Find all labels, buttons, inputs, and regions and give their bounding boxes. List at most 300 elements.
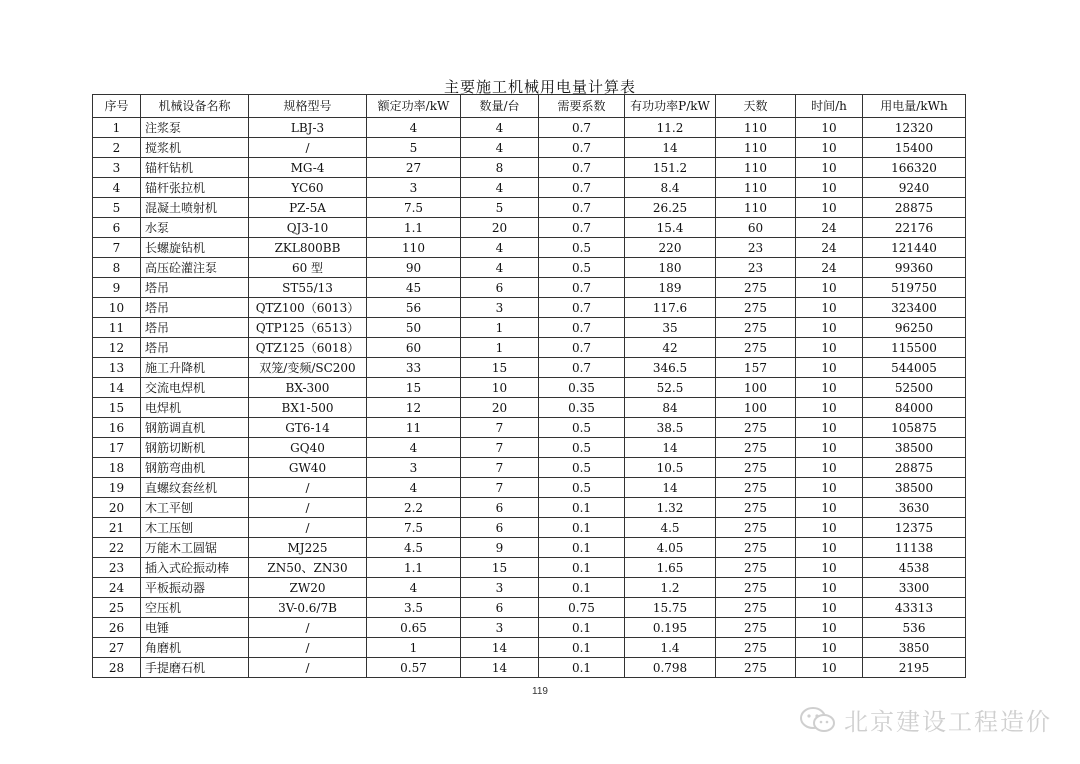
cell-col-days: 275 — [716, 658, 796, 678]
cell-col-days: 110 — [716, 138, 796, 158]
cell-col-machine-name: 木工压刨 — [141, 518, 249, 538]
cell-col-rated-power: 5 — [367, 138, 461, 158]
cell-col-rated-power: 56 — [367, 298, 461, 318]
table-row — [93, 598, 966, 618]
cell-col-active-power: 1.2 — [625, 578, 716, 598]
header-col-model: 规格型号 — [249, 95, 367, 118]
cell-col-machine-name: 交流电焊机 — [141, 378, 249, 398]
table-row — [93, 498, 966, 518]
cell-col-model: QJ3-10 — [249, 218, 367, 238]
cell-col-days: 275 — [716, 438, 796, 458]
cell-col-rated-power: 1.1 — [367, 558, 461, 578]
cell-col-hours: 10 — [796, 318, 863, 338]
cell-col-quantity: 6 — [461, 518, 539, 538]
cell-col-rated-power: 12 — [367, 398, 461, 418]
table-row — [93, 138, 966, 158]
cell-col-quantity: 20 — [461, 398, 539, 418]
cell-col-consumption: 519750 — [863, 278, 966, 298]
cell-col-hours: 10 — [796, 538, 863, 558]
cell-col-machine-name: 钢筋切断机 — [141, 438, 249, 458]
cell-col-quantity: 4 — [461, 238, 539, 258]
cell-col-hours: 10 — [796, 598, 863, 618]
cell-col-demand-factor: 0.1 — [539, 618, 625, 638]
cell-col-hours: 10 — [796, 298, 863, 318]
cell-col-days: 275 — [716, 618, 796, 638]
cell-col-model: / — [249, 138, 367, 158]
cell-col-demand-factor: 0.1 — [539, 498, 625, 518]
cell-col-machine-name: 锚杆张拉机 — [141, 178, 249, 198]
cell-col-rated-power: 3 — [367, 458, 461, 478]
cell-col-model: MG-4 — [249, 158, 367, 178]
table-row — [93, 278, 966, 298]
cell-col-active-power: 8.4 — [625, 178, 716, 198]
cell-col-model: / — [249, 478, 367, 498]
cell-col-demand-factor: 0.7 — [539, 338, 625, 358]
cell-col-quantity: 7 — [461, 418, 539, 438]
cell-col-model: ZW20 — [249, 578, 367, 598]
cell-col-index: 9 — [93, 278, 141, 298]
table-row — [93, 578, 966, 598]
cell-col-active-power: 1.32 — [625, 498, 716, 518]
cell-col-consumption: 52500 — [863, 378, 966, 398]
cell-col-days: 275 — [716, 278, 796, 298]
cell-col-active-power: 84 — [625, 398, 716, 418]
cell-col-model: QTZ100（6013） — [249, 298, 367, 318]
cell-col-hours: 10 — [796, 618, 863, 638]
cell-col-days: 23 — [716, 238, 796, 258]
cell-col-active-power: 4.5 — [625, 518, 716, 538]
cell-col-quantity: 10 — [461, 378, 539, 398]
table-row — [93, 438, 966, 458]
cell-col-consumption: 96250 — [863, 318, 966, 338]
cell-col-active-power: 35 — [625, 318, 716, 338]
cell-col-rated-power: 1.1 — [367, 218, 461, 238]
cell-col-hours: 10 — [796, 278, 863, 298]
cell-col-machine-name: 万能木工圆锯 — [141, 538, 249, 558]
cell-col-active-power: 26.25 — [625, 198, 716, 218]
table-row — [93, 398, 966, 418]
cell-col-days: 275 — [716, 418, 796, 438]
cell-col-hours: 24 — [796, 258, 863, 278]
cell-col-demand-factor: 0.1 — [539, 518, 625, 538]
cell-col-demand-factor: 0.1 — [539, 638, 625, 658]
cell-col-consumption: 38500 — [863, 478, 966, 498]
cell-col-rated-power: 4 — [367, 438, 461, 458]
cell-col-days: 275 — [716, 338, 796, 358]
cell-col-rated-power: 60 — [367, 338, 461, 358]
cell-col-consumption: 84000 — [863, 398, 966, 418]
cell-col-index: 13 — [93, 358, 141, 378]
cell-col-rated-power: 90 — [367, 258, 461, 278]
cell-col-model: 60 型 — [249, 258, 367, 278]
cell-col-demand-factor: 0.7 — [539, 218, 625, 238]
cell-col-demand-factor: 0.1 — [539, 658, 625, 678]
cell-col-consumption: 115500 — [863, 338, 966, 358]
cell-col-quantity: 4 — [461, 118, 539, 138]
cell-col-machine-name: 施工升降机 — [141, 358, 249, 378]
cell-col-demand-factor: 0.7 — [539, 138, 625, 158]
cell-col-active-power: 1.65 — [625, 558, 716, 578]
cell-col-index: 24 — [93, 578, 141, 598]
cell-col-hours: 10 — [796, 358, 863, 378]
cell-col-consumption: 3300 — [863, 578, 966, 598]
cell-col-hours: 10 — [796, 418, 863, 438]
cell-col-quantity: 15 — [461, 558, 539, 578]
cell-col-demand-factor: 0.7 — [539, 298, 625, 318]
cell-col-quantity: 7 — [461, 438, 539, 458]
table-row — [93, 118, 966, 138]
cell-col-machine-name: 手提磨石机 — [141, 658, 249, 678]
cell-col-days: 275 — [716, 518, 796, 538]
cell-col-consumption: 323400 — [863, 298, 966, 318]
cell-col-rated-power: 2.2 — [367, 498, 461, 518]
cell-col-active-power: 14 — [625, 438, 716, 458]
cell-col-index: 25 — [93, 598, 141, 618]
cell-col-demand-factor: 0.5 — [539, 458, 625, 478]
cell-col-days: 275 — [716, 458, 796, 478]
cell-col-quantity: 14 — [461, 658, 539, 678]
cell-col-active-power: 0.798 — [625, 658, 716, 678]
cell-col-demand-factor: 0.5 — [539, 478, 625, 498]
cell-col-index: 27 — [93, 638, 141, 658]
cell-col-days: 275 — [716, 598, 796, 618]
cell-col-quantity: 6 — [461, 498, 539, 518]
cell-col-index: 21 — [93, 518, 141, 538]
cell-col-active-power: 15.75 — [625, 598, 716, 618]
cell-col-demand-factor: 0.35 — [539, 398, 625, 418]
cell-col-machine-name: 锚杆钻机 — [141, 158, 249, 178]
table-row — [93, 618, 966, 638]
header-col-index: 序号 — [93, 95, 141, 118]
cell-col-hours: 10 — [796, 338, 863, 358]
table-row — [93, 198, 966, 218]
cell-col-machine-name: 平板振动器 — [141, 578, 249, 598]
table-body — [93, 118, 966, 678]
header-col-days: 天数 — [716, 95, 796, 118]
table-row — [93, 218, 966, 238]
cell-col-days: 100 — [716, 378, 796, 398]
cell-col-machine-name: 注浆泵 — [141, 118, 249, 138]
cell-col-consumption: 2195 — [863, 658, 966, 678]
cell-col-quantity: 6 — [461, 278, 539, 298]
header-col-demand-factor: 需要系数 — [539, 95, 625, 118]
cell-col-consumption: 38500 — [863, 438, 966, 458]
cell-col-hours: 10 — [796, 498, 863, 518]
power-consumption-table — [92, 94, 966, 678]
table-row — [93, 338, 966, 358]
cell-col-hours: 10 — [796, 378, 863, 398]
cell-col-active-power: 15.4 — [625, 218, 716, 238]
cell-col-model: / — [249, 618, 367, 638]
header-col-consumption: 用电量/kWh — [863, 95, 966, 118]
cell-col-active-power: 4.05 — [625, 538, 716, 558]
cell-col-days: 275 — [716, 638, 796, 658]
cell-col-machine-name: 长螺旋钻机 — [141, 238, 249, 258]
table-row — [93, 158, 966, 178]
cell-col-index: 28 — [93, 658, 141, 678]
cell-col-model: GT6-14 — [249, 418, 367, 438]
cell-col-hours: 10 — [796, 478, 863, 498]
cell-col-rated-power: 4 — [367, 478, 461, 498]
table-row — [93, 358, 966, 378]
table-row — [93, 638, 966, 658]
cell-col-rated-power: 7.5 — [367, 198, 461, 218]
cell-col-model: / — [249, 518, 367, 538]
cell-col-quantity: 1 — [461, 338, 539, 358]
cell-col-machine-name: 插入式砼振动棒 — [141, 558, 249, 578]
cell-col-days: 275 — [716, 578, 796, 598]
cell-col-consumption: 536 — [863, 618, 966, 638]
cell-col-model: / — [249, 498, 367, 518]
header-col-active-power: 有功功率P/kW — [625, 95, 716, 118]
cell-col-hours: 10 — [796, 558, 863, 578]
table-row — [93, 418, 966, 438]
cell-col-days: 275 — [716, 478, 796, 498]
cell-col-index: 19 — [93, 478, 141, 498]
cell-col-consumption: 11138 — [863, 538, 966, 558]
cell-col-rated-power: 0.65 — [367, 618, 461, 638]
cell-col-active-power: 14 — [625, 478, 716, 498]
cell-col-model: LBJ-3 — [249, 118, 367, 138]
cell-col-active-power: 38.5 — [625, 418, 716, 438]
table-row — [93, 658, 966, 678]
cell-col-index: 17 — [93, 438, 141, 458]
cell-col-quantity: 3 — [461, 618, 539, 638]
cell-col-index: 2 — [93, 138, 141, 158]
header-col-machine-name: 机械设备名称 — [141, 95, 249, 118]
cell-col-index: 3 — [93, 158, 141, 178]
header-col-hours: 时间/h — [796, 95, 863, 118]
cell-col-hours: 24 — [796, 218, 863, 238]
wechat-icon — [798, 705, 838, 735]
cell-col-rated-power: 0.57 — [367, 658, 461, 678]
cell-col-consumption: 544005 — [863, 358, 966, 378]
cell-col-index: 22 — [93, 538, 141, 558]
cell-col-days: 60 — [716, 218, 796, 238]
table-row — [93, 378, 966, 398]
cell-col-days: 110 — [716, 118, 796, 138]
cell-col-model: YC60 — [249, 178, 367, 198]
cell-col-rated-power: 11 — [367, 418, 461, 438]
cell-col-days: 275 — [716, 298, 796, 318]
cell-col-quantity: 7 — [461, 478, 539, 498]
cell-col-quantity: 15 — [461, 358, 539, 378]
cell-col-machine-name: 塔吊 — [141, 278, 249, 298]
cell-col-days: 110 — [716, 178, 796, 198]
cell-col-model: ZKL800BB — [249, 238, 367, 258]
cell-col-machine-name: 水泵 — [141, 218, 249, 238]
cell-col-rated-power: 15 — [367, 378, 461, 398]
cell-col-demand-factor: 0.7 — [539, 358, 625, 378]
cell-col-hours: 10 — [796, 138, 863, 158]
cell-col-hours: 10 — [796, 578, 863, 598]
table-row — [93, 238, 966, 258]
cell-col-model: ST55/13 — [249, 278, 367, 298]
cell-col-active-power: 14 — [625, 138, 716, 158]
cell-col-active-power: 117.6 — [625, 298, 716, 318]
cell-col-hours: 10 — [796, 658, 863, 678]
cell-col-quantity: 3 — [461, 578, 539, 598]
cell-col-machine-name: 空压机 — [141, 598, 249, 618]
cell-col-active-power: 1.4 — [625, 638, 716, 658]
cell-col-active-power: 151.2 — [625, 158, 716, 178]
cell-col-machine-name: 电焊机 — [141, 398, 249, 418]
cell-col-quantity: 20 — [461, 218, 539, 238]
page-title: 主要施工机械用电量计算表 — [443, 78, 636, 96]
watermark-text: 北京建设工程造价 — [844, 708, 1052, 736]
cell-col-consumption: 99360 — [863, 258, 966, 278]
cell-col-demand-factor: 0.7 — [539, 278, 625, 298]
cell-col-model: PZ-5A — [249, 198, 367, 218]
cell-col-model: 3V-0.6/7B — [249, 598, 367, 618]
cell-col-index: 4 — [93, 178, 141, 198]
header-col-rated-power: 额定功率/kW — [367, 95, 461, 118]
cell-col-days: 275 — [716, 318, 796, 338]
cell-col-quantity: 14 — [461, 638, 539, 658]
page-number: 119 — [532, 686, 548, 697]
table-row — [93, 298, 966, 318]
cell-col-demand-factor: 0.5 — [539, 438, 625, 458]
table-row — [93, 538, 966, 558]
cell-col-index: 8 — [93, 258, 141, 278]
cell-col-consumption: 43313 — [863, 598, 966, 618]
cell-col-days: 23 — [716, 258, 796, 278]
cell-col-days: 100 — [716, 398, 796, 418]
cell-col-consumption: 28875 — [863, 198, 966, 218]
cell-col-demand-factor: 0.7 — [539, 178, 625, 198]
cell-col-consumption: 3850 — [863, 638, 966, 658]
cell-col-hours: 10 — [796, 398, 863, 418]
cell-col-demand-factor: 0.35 — [539, 378, 625, 398]
cell-col-model: BX-300 — [249, 378, 367, 398]
cell-col-index: 26 — [93, 618, 141, 638]
cell-col-model: 双笼/变频/SC200 — [249, 358, 367, 378]
cell-col-machine-name: 电锤 — [141, 618, 249, 638]
cell-col-index: 14 — [93, 378, 141, 398]
cell-col-days: 275 — [716, 498, 796, 518]
cell-col-model: QTZ125（6018） — [249, 338, 367, 358]
cell-col-active-power: 346.5 — [625, 358, 716, 378]
cell-col-hours: 10 — [796, 198, 863, 218]
cell-col-demand-factor: 0.5 — [539, 238, 625, 258]
cell-col-days: 110 — [716, 158, 796, 178]
cell-col-demand-factor: 0.7 — [539, 318, 625, 338]
cell-col-rated-power: 7.5 — [367, 518, 461, 538]
cell-col-hours: 10 — [796, 638, 863, 658]
cell-col-consumption: 3630 — [863, 498, 966, 518]
cell-col-model: QTP125（6513） — [249, 318, 367, 338]
cell-col-index: 7 — [93, 238, 141, 258]
cell-col-index: 1 — [93, 118, 141, 138]
cell-col-index: 5 — [93, 198, 141, 218]
cell-col-index: 16 — [93, 418, 141, 438]
cell-col-machine-name: 钢筋弯曲机 — [141, 458, 249, 478]
cell-col-consumption: 105875 — [863, 418, 966, 438]
cell-col-rated-power: 4 — [367, 578, 461, 598]
cell-col-demand-factor: 0.7 — [539, 118, 625, 138]
cell-col-quantity: 3 — [461, 298, 539, 318]
cell-col-quantity: 8 — [461, 158, 539, 178]
cell-col-demand-factor: 0.5 — [539, 258, 625, 278]
table-row — [93, 318, 966, 338]
table-header-row — [93, 95, 966, 118]
cell-col-active-power: 52.5 — [625, 378, 716, 398]
cell-col-quantity: 1 — [461, 318, 539, 338]
cell-col-model: GQ40 — [249, 438, 367, 458]
cell-col-consumption: 28875 — [863, 458, 966, 478]
cell-col-consumption: 22176 — [863, 218, 966, 238]
cell-col-rated-power: 3 — [367, 178, 461, 198]
cell-col-demand-factor: 0.75 — [539, 598, 625, 618]
cell-col-hours: 10 — [796, 178, 863, 198]
cell-col-index: 11 — [93, 318, 141, 338]
cell-col-hours: 10 — [796, 518, 863, 538]
cell-col-quantity: 7 — [461, 458, 539, 478]
cell-col-active-power: 0.195 — [625, 618, 716, 638]
cell-col-hours: 24 — [796, 238, 863, 258]
cell-col-rated-power: 27 — [367, 158, 461, 178]
cell-col-active-power: 10.5 — [625, 458, 716, 478]
cell-col-hours: 10 — [796, 458, 863, 478]
cell-col-consumption: 166320 — [863, 158, 966, 178]
cell-col-machine-name: 钢筋调直机 — [141, 418, 249, 438]
cell-col-index: 23 — [93, 558, 141, 578]
cell-col-model: ZN50、ZN30 — [249, 558, 367, 578]
cell-col-consumption: 12320 — [863, 118, 966, 138]
cell-col-machine-name: 塔吊 — [141, 338, 249, 358]
cell-col-demand-factor: 0.1 — [539, 538, 625, 558]
cell-col-days: 275 — [716, 538, 796, 558]
cell-col-demand-factor: 0.1 — [539, 578, 625, 598]
cell-col-machine-name: 塔吊 — [141, 318, 249, 338]
cell-col-quantity: 5 — [461, 198, 539, 218]
cell-col-consumption: 12375 — [863, 518, 966, 538]
cell-col-active-power: 11.2 — [625, 118, 716, 138]
table-row — [93, 178, 966, 198]
cell-col-quantity: 4 — [461, 138, 539, 158]
cell-col-consumption: 4538 — [863, 558, 966, 578]
cell-col-active-power: 42 — [625, 338, 716, 358]
cell-col-model: MJ225 — [249, 538, 367, 558]
cell-col-hours: 10 — [796, 438, 863, 458]
cell-col-rated-power: 1 — [367, 638, 461, 658]
cell-col-consumption: 121440 — [863, 238, 966, 258]
cell-col-index: 12 — [93, 338, 141, 358]
cell-col-days: 110 — [716, 198, 796, 218]
table-row — [93, 558, 966, 578]
cell-col-consumption: 15400 — [863, 138, 966, 158]
cell-col-machine-name: 搅浆机 — [141, 138, 249, 158]
cell-col-index: 10 — [93, 298, 141, 318]
cell-col-demand-factor: 0.7 — [539, 158, 625, 178]
table-row — [93, 478, 966, 498]
cell-col-index: 6 — [93, 218, 141, 238]
cell-col-demand-factor: 0.1 — [539, 558, 625, 578]
cell-col-consumption: 9240 — [863, 178, 966, 198]
cell-col-rated-power: 45 — [367, 278, 461, 298]
cell-col-model: / — [249, 638, 367, 658]
table-row — [93, 518, 966, 538]
cell-col-rated-power: 4 — [367, 118, 461, 138]
cell-col-days: 275 — [716, 558, 796, 578]
cell-col-rated-power: 3.5 — [367, 598, 461, 618]
cell-col-machine-name: 混凝土喷射机 — [141, 198, 249, 218]
cell-col-machine-name: 木工平刨 — [141, 498, 249, 518]
cell-col-index: 20 — [93, 498, 141, 518]
cell-col-rated-power: 4.5 — [367, 538, 461, 558]
cell-col-index: 15 — [93, 398, 141, 418]
cell-col-model: / — [249, 658, 367, 678]
